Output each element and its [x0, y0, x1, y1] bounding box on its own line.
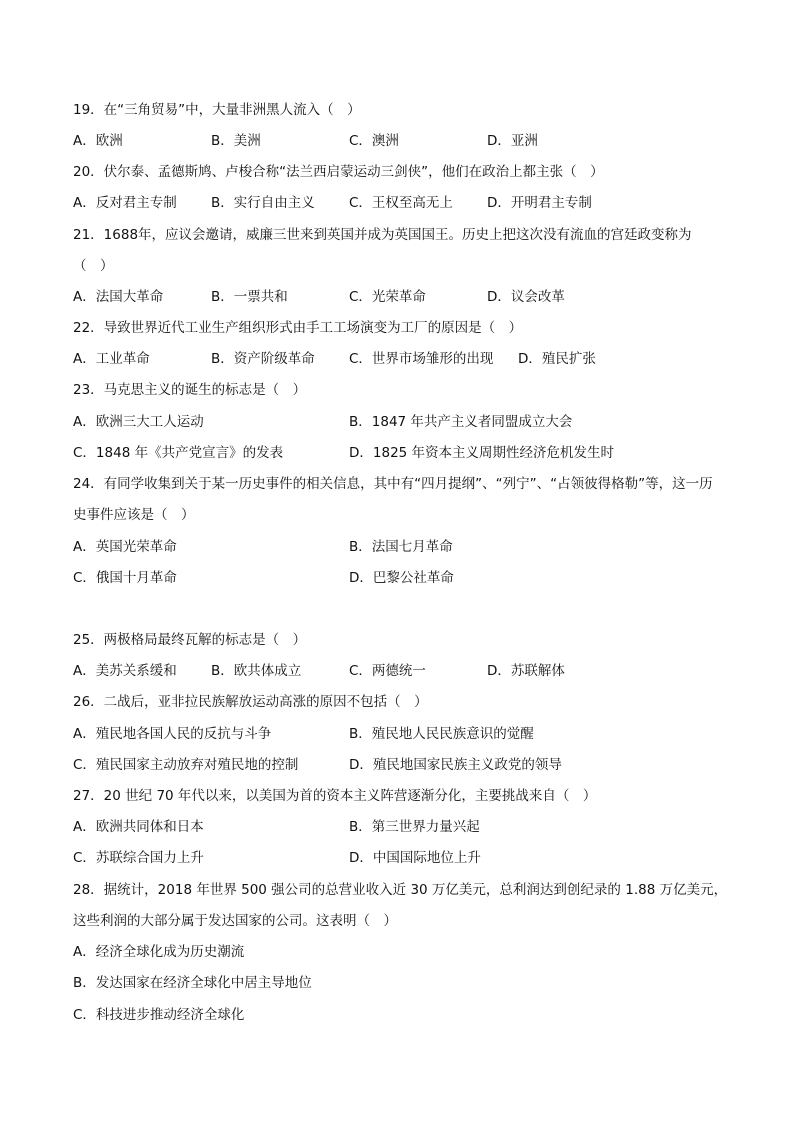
question-20-option-b: B．实行自由主义	[211, 195, 315, 211]
question-26-option-a: A．殖民地各国人民的反抗与斗争	[73, 726, 272, 742]
question-26-stem: 26．二战后，亚非拉民族解放运动高涨的原因不包括（ ）	[73, 694, 428, 710]
question-25-option-a: A．美苏关系缓和	[73, 663, 177, 679]
question-21-option-d: D．议会改革	[487, 289, 565, 305]
question-27-option-d: D．中国国际地位上升	[349, 850, 481, 866]
question-23-stem: 23．马克思主义的诞生的标志是（ ）	[73, 382, 307, 398]
question-26-option-b: B．殖民地人民民族意识的觉醒	[349, 726, 534, 742]
question-25-option-c: C．两德统一	[349, 663, 426, 679]
question-27-option-c: C．苏联综合国力上升	[73, 850, 204, 866]
question-19-stem: 19．在“三角贸易”中，大量非洲黑人流入（ ）	[73, 102, 361, 118]
question-24-stem-cont: 史事件应该是（ ）	[73, 507, 195, 523]
question-22-option-a: A．工业革命	[73, 351, 150, 367]
question-26-option-d: D．殖民地国家民族主义政党的领导	[349, 757, 562, 773]
question-19-option-d: D．亚洲	[487, 133, 538, 149]
question-25-option-d: D．苏联解体	[487, 663, 565, 679]
question-27-stem: 27．20 世纪 70 年代以来，以美国为首的资本主义阵营逐渐分化，主要挑战来自（ ）	[73, 788, 597, 804]
question-28-option-b: B．发达国家在经济全球化中居主导地位	[73, 975, 312, 991]
question-21-stem-cont: （ ）	[73, 258, 114, 274]
question-25-stem: 25．两极格局最终瓦解的标志是（ ）	[73, 632, 307, 648]
question-23-option-a: A．欧洲三大工人运动	[73, 414, 204, 430]
question-23-option-b: B．1847 年共产主义者同盟成立大会	[349, 414, 573, 430]
question-19-option-b: B．美洲	[211, 133, 261, 149]
question-20-option-c: C．王权至高无上	[349, 195, 453, 211]
question-27-option-b: B．第三世界力量兴起	[349, 819, 480, 835]
question-22-option-b: B．资产阶级革命	[211, 351, 315, 367]
question-24-option-b: B．法国七月革命	[349, 539, 453, 555]
question-24-option-d: D．巴黎公社革命	[349, 570, 454, 586]
question-24-option-a: A．英国光荣革命	[73, 539, 177, 555]
question-28-stem: 28．据统计，2018 年世界 500 强公司的总营业收入近 30 万亿美元，总利润达到创纪录的 1.88 万亿美元，	[73, 882, 728, 898]
question-24-option-c: C．俄国十月革命	[73, 570, 177, 586]
question-26-option-c: C．殖民国家主动放弃对殖民地的控制	[73, 757, 299, 773]
question-20-option-d: D．开明君主专制	[487, 195, 592, 211]
question-19-option-c: C．澳洲	[349, 133, 399, 149]
question-23-option-d: D．1825 年资本主义周期性经济危机发生时	[349, 445, 615, 461]
question-25-option-b: B．欧共体成立	[211, 663, 302, 679]
question-22-option-d: D．殖民扩张	[518, 351, 596, 367]
question-20-stem: 20．伏尔泰、孟德斯鸠、卢梭合称“法兰西启蒙运动三剑侠”，他们在政治上都主张（ ）	[73, 164, 604, 180]
question-22-stem: 22．导致世界近代工业生产组织形式由手工工场演变为工厂的原因是（ ）	[73, 320, 523, 336]
question-28-option-c: C．科技进步推动经济全球化	[73, 1007, 245, 1023]
question-19-option-a: A．欧洲	[73, 133, 123, 149]
question-23-option-c: C．1848 年《共产党宣言》的发表	[73, 445, 284, 461]
question-21-option-a: A．法国大革命	[73, 289, 164, 305]
question-20-option-a: A．反对君主专制	[73, 195, 177, 211]
question-24-stem: 24．有同学收集到关于某一历史事件的相关信息，其中有“四月提纲”、“列宁”、“占领彼得格勒”等，这一历	[73, 476, 713, 492]
question-21-option-b: B．一票共和	[211, 289, 288, 305]
question-21-stem: 21．1688年，应议会邀请，威廉三世来到英国并成为英国国王。历史上把这次没有流血的宫廷政变称为	[73, 227, 692, 243]
question-27-option-a: A．欧洲共同体和日本	[73, 819, 204, 835]
question-28-stem-cont: 这些利润的大部分属于发达国家的公司。这表明（ ）	[73, 913, 397, 929]
question-28-option-a: A．经济全球化成为历史潮流	[73, 944, 245, 960]
question-21-option-c: C．光荣革命	[349, 289, 426, 305]
question-22-option-c: C．世界市场雏形的出现	[349, 351, 494, 367]
